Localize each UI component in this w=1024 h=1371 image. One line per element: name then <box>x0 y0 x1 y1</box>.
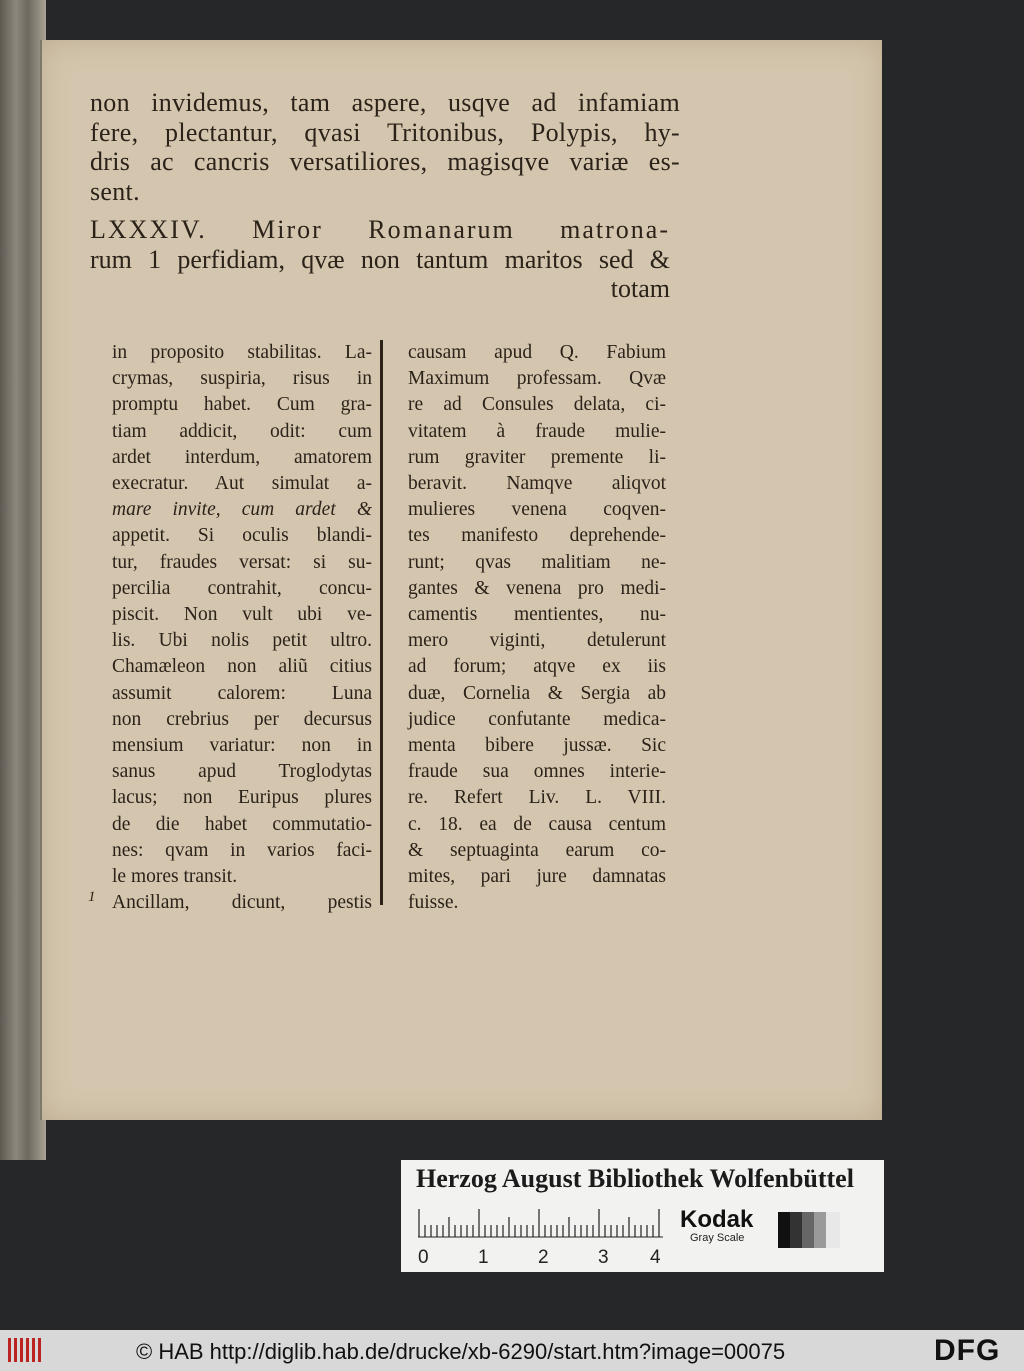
text-line: dris ac cancris versatiliores, magisqve variæ es- <box>90 147 680 176</box>
text-line: gantes & venena pro medi- <box>408 577 666 599</box>
text-line: lacus; non Euripus plures <box>112 787 372 809</box>
text-line: tiam addicit, odit: cum <box>112 420 372 442</box>
text-line: le mores transit. <box>112 866 238 888</box>
text-line: sanus apud Troglodytas <box>112 761 372 783</box>
text-line: re ad Consules delata, ci- <box>408 394 666 416</box>
ruler-numbers <box>412 1247 672 1269</box>
section-heading-line: LXXXIV. Miror Romanarum matrona- <box>90 215 670 244</box>
ruler-number: 3 <box>598 1247 609 1268</box>
dfg-logo: DFG <box>934 1334 1001 1367</box>
ruler-number: 1 <box>478 1247 489 1268</box>
ruler-number: 4 <box>650 1247 661 1268</box>
text-line: fraude sua omnes interie- <box>408 761 666 783</box>
page-gutter-line <box>40 40 42 1120</box>
copyright-url: © HAB http://diglib.hab.de/drucke/xb-6290/start.htm?image=00075 <box>136 1339 786 1364</box>
library-name: Herzog August Bibliothek Wolfenbüttel <box>416 1164 854 1193</box>
text-line: fuisse. <box>408 892 459 914</box>
gray-scale-swatches <box>778 1212 840 1248</box>
text-line: Ancillam, dicunt, pestis <box>112 892 372 914</box>
text-line: Maximum professam. Qvæ <box>408 368 666 390</box>
text-line: lis. Ubi nolis petit ultro. <box>112 630 372 652</box>
text-line: assumit calorem: Luna <box>112 682 372 704</box>
text-line: non crebrius per decursus <box>112 708 372 730</box>
text-line: mero viginti, detulerunt <box>408 630 666 652</box>
ruler-number: 0 <box>418 1247 429 1268</box>
text-line: sent. <box>90 176 140 206</box>
text-line: & septuaginta earum co- <box>408 839 666 861</box>
footnote-marker: 1 <box>88 889 96 905</box>
hab-logo-icon <box>6 1334 46 1366</box>
text-line: mulieres venena coqven- <box>408 499 666 521</box>
text-line: de die habet commutatio- <box>112 813 372 835</box>
text-line: menta bibere jussæ. Sic <box>408 735 666 757</box>
text-line: nes: qvam in varios faci- <box>112 839 372 861</box>
ruler-scale <box>418 1208 663 1238</box>
text-line: piscit. Non vult ubi ve- <box>112 604 372 626</box>
column-rule <box>380 340 383 905</box>
text-line: rum graviter premente li- <box>408 446 666 468</box>
ruler-number: 2 <box>538 1247 549 1268</box>
text-line: judice confutante medica- <box>408 708 666 730</box>
top-paragraph <box>90 88 680 206</box>
text-line: beravit. Namqve aliqvot <box>408 473 666 495</box>
text-line: duæ, Cornelia & Sergia ab <box>408 682 666 704</box>
catchword: totam <box>610 274 670 303</box>
text-line: percilia contrahit, concu- <box>112 577 372 599</box>
text-line: non invidemus, tam aspere, usqve ad infamiam <box>90 88 680 117</box>
text-line: execratur. Aut simulat a- <box>112 473 372 495</box>
text-line: tes manifesto deprehende- <box>408 525 666 547</box>
gray-scale-caption: Gray Scale <box>690 1232 745 1244</box>
text-line: mare invite, cum ardet & <box>112 499 372 521</box>
text-line: in proposito stabilitas. La- <box>112 342 372 363</box>
text-line: c. 18. ea de causa centum <box>408 813 666 835</box>
text-line: ad forum; atqve ex iis <box>408 656 666 678</box>
text-line: re. Refert Liv. L. VIII. <box>408 787 666 809</box>
text-line: camentis mentientes, nu- <box>408 604 666 626</box>
text-line: promptu habet. Cum gra- <box>112 394 372 416</box>
text-line: rum 1 perfidiam, qvæ non tantum maritos sed & <box>90 244 670 274</box>
text-line: ardet interdum, amatorem <box>112 446 372 468</box>
footnote-column-left <box>112 340 372 916</box>
text-line: runt; qvas malitiam ne- <box>408 551 666 573</box>
section-lxxxiv <box>90 215 670 304</box>
text-line: causam apud Q. Fabium <box>408 342 666 363</box>
text-line: Chamæleon non aliũ citius <box>112 656 372 678</box>
text-line: fere, plectantur, qvasi Tritonibus, Polypis, hy- <box>90 117 680 147</box>
text-line: vitatem à fraude mulie- <box>408 420 666 442</box>
footnote-column-right <box>408 340 666 916</box>
text-line: mensium variatur: non in <box>112 735 372 757</box>
text-line: appetit. Si oculis blandi- <box>112 525 372 547</box>
text-line: mites, pari jure damnatas <box>408 866 666 888</box>
text-line: tur, fraudes versat: si su- <box>112 551 372 573</box>
text-line: crymas, suspiria, risus in <box>112 368 372 390</box>
kodak-logo: Kodak <box>680 1206 754 1233</box>
